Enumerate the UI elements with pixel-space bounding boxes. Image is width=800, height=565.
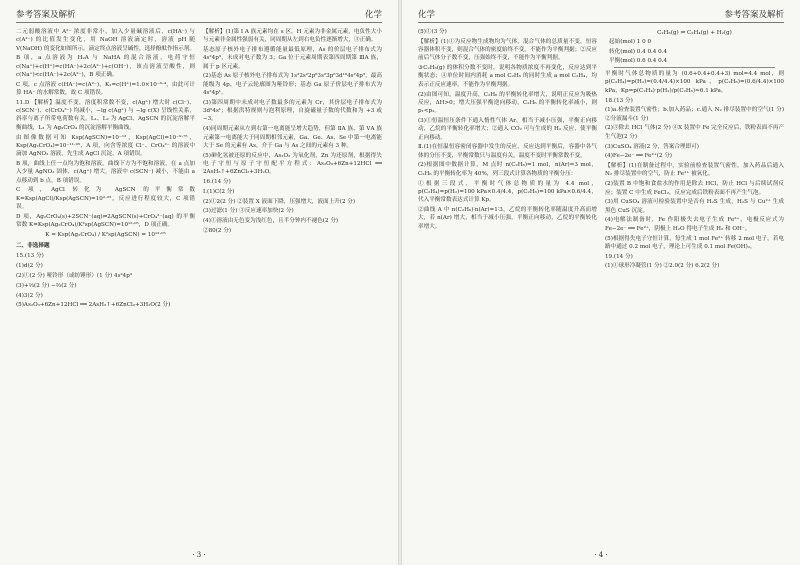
- paragraph: 【解析】(1)在制备过程中，实验前检查装置气密性，加入药品后通入 N₂ 排尽装置中的空气，防止 Fe²⁺ 被氧化。: [605, 163, 784, 178]
- answer-line: 18.(13 分): [605, 97, 633, 104]
- left-page-number: · 3 ·: [192, 551, 206, 559]
- paragraph: (2)由图可知，温度升高，C₂H₆ 的平衡转化率增大，说明正反应为吸热反应，ΔH>0；增大压强平衡逆向移动，C₂H₆ 的平衡转化率减小，则 p₁<p₂。: [418, 91, 597, 115]
- answer-line: Ⅰ.(1)C(2 分): [203, 188, 235, 195]
- paragraph: ①根据三段式，平衡时气体总物质的量为 4.4 mol，p(C₂H₄)=p(H₂)=100 kPa×0.4/4.4，p(C₂H₆)=100 kPa×0.6/4.4，代入平衡常数表达式计算 Kp。: [418, 180, 597, 204]
- reaction-equation: C₂H₆(g) ⇌ C₂H₄(g) + H₂(g): [657, 30, 732, 36]
- right-page-columns: [418, 28, 784, 548]
- ice-table-row: 转化(mol) 0.4 0.4 0.4: [609, 48, 668, 55]
- answer-line: (5)As₂O₃+6Zn+12HCl ══ 2AsH₃↑+6ZnCl₂+3H₂O(2 分): [16, 302, 171, 309]
- right-header-title: 参考答案及解析: [724, 10, 784, 20]
- answer-line: 16.(14 分): [203, 179, 231, 186]
- right-column-2: [605, 28, 784, 548]
- answer-line: (1)a.检查装置气密性；b.加入药品；c.通入 N₂ 排尽装置中的空气(1 分) ②分液漏斗(1 分): [605, 107, 784, 122]
- paragraph: 基态原子核外电子排布遵循能量最低原理，As 的价层电子排布式为 4s²4p³，未成对电子数为 3；Ga 位于元素周期表第四周期第 ⅢA 族，属于 p 区元素。: [203, 47, 382, 70]
- answer-line: (4)Fe−2e⁻ ══ Fe²⁺(2 分): [605, 153, 672, 160]
- paragraph: (2)根据图中数据计算，M 点时 n(C₂H₆)=1 mol，n(Ar)=3 mol，C₂H₆ 的平衡转化率为 40%，列三段式计算各物质的平衡分压：: [418, 162, 597, 177]
- paragraph: ②曲线 A 中 n(C₂H₆)∶n(Ar)=1∶3，乙烷的平衡转化率随温度升高而增大，若 n(Ar) 增大，相当于减小压强，平衡正向移动，乙烷的平衡转化率增大。: [418, 206, 597, 230]
- right-page: [402, 0, 800, 565]
- paragraph: (5)砷化氢被还原的反应中，As₂O₃ 为氧化剂，Zn 为还原剂，根据得失电子守恒与原子守恒配平方程式：As₂O₃+6Zn+12HCl ══ 2AsH₃↑+6ZnCl₂+3H₂O。: [203, 152, 382, 176]
- paragraph: 11.D 【解析】温度不变，溶度积常数不变，c(Ag⁺) 增大时 c(Cl⁻)、c(SCN⁻)、c(CrO₄²⁻) 均减小，−lg c(Ag⁺) 与 −lg c(X) 呈线性关系，斜率与离子所带电荷数有关，L₁、L₂ 为 AgCl、AgSCN 的沉淀溶解平衡曲线，L₃ 为 Ag₂CrO₄ 的沉淀溶解平衡曲线。: [16, 99, 195, 131]
- divider: [614, 67, 775, 68]
- left-page-header: [16, 6, 382, 23]
- section-heading: 二、非选择题: [16, 243, 50, 250]
- paragraph: (4)电解法制备时，Fe 作阳极失去电子生成 Fe²⁺，电极反应式为 Fe−2e⁻ ══ Fe²⁺，阴极上 H₂O 得电子生成 H₂ 和 OH⁻。: [605, 217, 784, 232]
- paragraph: ③C₂H₆(g) 的体积分数不变时，说明各物质浓度不再变化，反应达到平衡状态；④单位时间内消耗 a mol C₂H₆ 的同时生成 a mol C₂H₄，均表示正反应速率，不能作为平衡判据。: [418, 65, 597, 88]
- right-page-number: · 4 ·: [594, 551, 608, 559]
- paragraph: B 项，曲线上任一点均为饱和溶液，曲线下方为不饱和溶液，在 a 点加入少量 AgNO₃ 固体，c(Ag⁺) 增大，溶液中 c(SCN⁻) 减小，不能由 a 点移动到 b 点，B 项错误。: [16, 160, 195, 184]
- paragraph: (2)装置 B 中饱和食盐水的作用是除去 HCl，防止 HCl 与后续试剂反应；装置 C 中生成 FeCl₂，反应完成后铁粉表面不再产生气泡。: [605, 181, 784, 196]
- paragraph: (3)①恒温恒压条件下通入惰性气体 Ar，相当于减小压强，平衡正向移动，乙烷的平衡转化率增大；②通入 CO₂ 可与生成的 H₂ 反应，使平衡正向移动。: [418, 117, 597, 141]
- paragraph: C 项，c 点溶液 c(HA⁻)=c(A²⁻)，K₂=c(H⁺)=1.0×10⁻⁶·⁴，由此可计算 HA⁻ 的水解常数，故 C 项错误。: [16, 81, 195, 97]
- left-page-columns: [16, 28, 382, 548]
- answer-line: (2)①2(2 分) ②装置 X 液面下降，压强增大，液面上升(2 分): [203, 198, 356, 205]
- answer-line: ②80(2 分): [203, 228, 232, 235]
- right-column-1: [418, 28, 597, 548]
- answer-line: (2)③除去 HCl 气体(2 分) ④X 装置中 Fe 完全反应后，铁粉表面不再产生气泡(2 分): [605, 125, 784, 140]
- answer-line: (1)①球形冷凝管(1 分) ②2.0(2 分) 6.2(2 分): [605, 263, 720, 270]
- paragraph: (4)同周期元素从左到右第一电离能呈增大趋势，但第 ⅡA 族、第 ⅤA 族元素第一电离能大于同周期相邻元素，Ga、Ge、As、Se 中第一电离能大于 Se 的元素有 As，介于 Ga 与 As 之间的元素有 3 种。: [203, 126, 382, 149]
- answer-line: 15.(13 分): [16, 253, 44, 260]
- answer-line: (4)3(2 分): [16, 292, 43, 299]
- left-header-subject: 化学: [364, 10, 382, 20]
- paragraph: B 项，a 点溶液为 H₂A 与 NaHA 的混合溶液，电荷守恒 c(Na⁺)+c(H⁺)=c(HA⁻)+2c(A²⁻)+c(OH⁻)，该点溶液呈酸性，则 c(Na⁺)<c(HA⁻)+2c(A²⁻)，B 项正确。: [16, 55, 195, 78]
- paragraph: 平衡时气体总物质的量为 (0.6+0.4+0.4+3) mol=4.4 mol，则 p(C₂H₄)=p(H₂)=(0.4/4.4)×100 kPa，p(C₂H₆)=(0.6/4.4)×100 kPa，Kp=p(C₂H₄)·p(H₂)/p(C₂H₆)≈6.1 kPa。: [605, 71, 784, 94]
- paragraph: Ⅱ.(1)在恒温恒容密闭容器中发生的反应，反应达到平衡后，容器中各气体的分压不变，平衡常数只与温度有关，温度不变时平衡常数不变。: [418, 144, 597, 159]
- answer-line: (3)过滤(1 分) ③反应速率加快(2 分): [203, 208, 294, 215]
- paragraph: (5)根据得失电子守恒计算，每生成 1 mol Fe²⁺ 转移 2 mol 电子，若电路中通过 0.2 mol 电子，理论上可生成 0.1 mol Fe(OH)₂。: [605, 235, 784, 250]
- paragraph: D 项，Ag₂CrO₄(s)+2SCN⁻(aq)⇌2AgSCN(s)+CrO₄²⁻(aq) 的平衡常数 K=Ksp(Ag₂CrO₄)/K²sp(AgSCN)=10¹²·⁰⁵，D 项正确。: [16, 213, 195, 229]
- answer-line: 19.(14 分): [605, 253, 633, 260]
- paragraph: (3)用 CuSO₄ 溶液可检验装置中是否有 H₂S 生成，H₂S 与 Cu²⁺ 生成黑色 CuS 沉淀。: [605, 199, 784, 214]
- left-header-title: 参考答案及解析: [16, 10, 76, 20]
- paragraph: 【解析】(1)第 Ⅰ A 族元素均在 s 区，H 元素为非金属元素，电负性大小与元素非金属性强弱有关，同周期从左到右电负性逐渐增大，③正确。: [203, 29, 382, 44]
- answer-line: (4)①溶液由无色变为浅红色，且半分钟内不褪色(2 分): [203, 218, 339, 225]
- answer-line: (2)①(2 分) 哑铃形（或纺锤形）(1 分) 4s²4p³: [16, 273, 133, 280]
- equation: K = Ksp(Ag₂CrO₄) / K²sp(AgSCN) = 10¹²·⁰⁵: [45, 231, 166, 238]
- answer-line: (3)CuSO₄ 溶液(2 分，答案合理即可): [605, 143, 699, 150]
- paragraph: 二元弱酸溶液中 A²⁻ 浓度非常小，加入少量碱溶液后，c(HA⁻) 与 c(A²⁻) 的比值发生变化，用 NaOH 溶液滴定时，溶液 pH 随 V(NaOH) 的变化如图所示，滴定终点溶液呈碱性，选择酚酞作指示剂。: [16, 29, 195, 52]
- paragraph: C 项，AgCl 转化为 AgSCN 的平衡常数 K=Ksp(AgCl)/Ksp(AgSCN)=10²·²⁵，反应进行程度较大，C 项错误。: [16, 187, 195, 210]
- ice-table-row: 平衡(mol) 0.6 0.4 0.4: [609, 57, 668, 64]
- paragraph: (3)第四周期中未成对电子数最多的元素为 Cr，其价层电子排布式为 3d⁵4s¹；根据洪特规则与泡利原理，自旋磁量子数的代数和为 +3 或 −3。: [203, 99, 382, 123]
- right-page-header: [418, 6, 784, 23]
- answer-line: (1)d(2 分): [16, 263, 43, 270]
- paragraph: 由图像数据可知 Ksp(AgSCN)=10⁻¹²，Ksp(AgCl)=10⁻⁹·⁷⁵，Ksp(Ag₂CrO₄)=10⁻¹¹·⁹⁵，A 项，向含等浓度 Cl⁻、CrO₄²⁻ 的溶液中滴加 AgNO₃ 溶液，先生成 AgCl 沉淀，A 项错误。: [16, 134, 195, 158]
- left-column-1: [16, 28, 195, 548]
- left-column-2: [203, 28, 382, 548]
- paragraph: (2)基态 As 原子核外电子排布式为 1s²2s²2p⁶3s²3p⁶3d¹⁰4s²4p³，最高能级为 4p，电子云轮廓图为哑铃形；基态 Ga 原子价层电子排布式为 4s²4p¹。: [203, 73, 382, 97]
- answer-line: (3)+⅔(2 分) −⅔(2 分): [16, 282, 77, 289]
- paragraph: (5)①(3 分): [418, 29, 447, 35]
- left-page: [0, 0, 398, 565]
- paragraph: 【解析】(1)①为反应物生成物均为气体，混合气体的总质量不变，恒容容器体积不变，则混合气体的密度始终不变，不能作为平衡判据；②反应前后气体分子数不变，压强始终不变，不能作为平衡判据。: [418, 38, 597, 62]
- right-header-subject: 化学: [418, 10, 436, 20]
- ice-table-row: 起始(mol) 1 0 0: [609, 39, 652, 46]
